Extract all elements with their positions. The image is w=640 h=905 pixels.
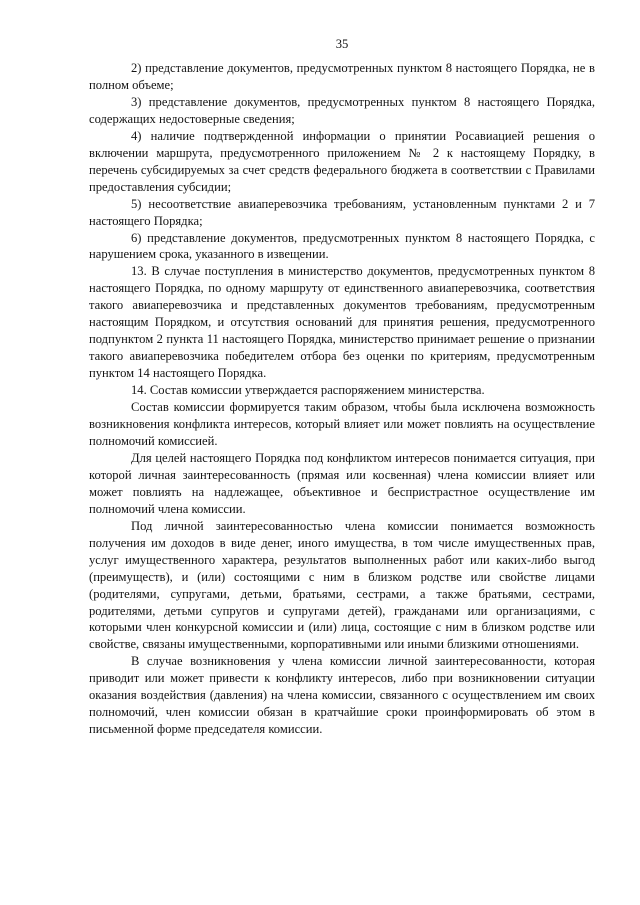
paragraph-notification-duty: В случае возникновения у члена комиссии личной заинтересованности, которая приводит или может привести к конфликту интересов, либо при возникновении ситуации оказания воздействия (давления) на члена комиссии, связанного с осуществлением им своих полномочий, член комиссии обязан в кратчайшие сроки проинформировать об этом в письменной форме председателя комиссии.: [89, 654, 595, 737]
paragraph-personal-interest-definition: Под личной заинтересованностью члена комиссии понимается возможность получения им доходов в виде денег, иного имущества, в том числе имущественных прав, услуг имущественного характера, результатов выполненных работ или каких-либо выгод (преимуществ), и (или) состоящими с ним в близком родстве или свойстве лицами (родителями, супругами, детьми, братьями, сестрами, а также братьями, сестрами, родителями, детьми супругов и супругами детей), гражданами или организациями, с которыми член конкурсной комиссии и (или) лица, состоящие с ним в близком родстве или свойстве, связаны имущественными, корпоративными или иными близкими отношениями.: [89, 518, 595, 652]
list-item-6-deadline-violation: 6) представление документов, предусмотренных пунктом 8 настоящего Порядка, с нарушением срока, указанного в извещении.: [89, 230, 595, 262]
list-item-2-incomplete-documents: 2) представление документов, предусмотренных пунктом 8 настоящего Порядка, не в полном объеме;: [89, 61, 595, 92]
page-number: 35: [335, 37, 349, 51]
section-13-single-carrier: 13. В случае поступления в министерство документов, предусмотренных пунктом 8 настоящего Порядка, по одному маршруту от единственного авиаперевозчика, соответствия такого авиаперевозчика и представленных документов требованиям, предусмотренным настоящим Порядком, и отсутствия оснований для принятия решения, предусмотренного подпунктом 2 пункта 11 настоящего Порядка, министерство принимает решение о признании такого авиаперевозчика победителем отбора без оценки по критериям, предусмотренным пунктом 14 настоящего Порядка.: [89, 264, 595, 381]
list-item-4-rosaviatsia-decision: 4) наличие подтвержденной информации о принятии Росавиацией решения о включении маршрута, предусмотренного приложением № 2 к настоящему Порядку, в перечень субсидируемых за счет средств федерального бюджета в соответствии с Правилами предоставления субсидии;: [89, 128, 595, 194]
list-item-5-carrier-noncompliance: 5) несоответствие авиаперевозчика требованиям, установленным пунктами 2 и 7 настоящего Порядка;: [89, 196, 595, 228]
paragraph-conflict-definition: Для целей настоящего Порядка под конфликтом интересов понимается ситуация, при которой личная заинтересованность (прямая или косвенная) члена комиссии влияет или может повлиять на надлежащее, объективное и беспристрастное осуществление им полномочий члена комиссии.: [89, 450, 595, 516]
document-body: [89, 60, 595, 738]
list-item-3-false-information: 3) представление документов, предусмотренных пунктом 8 настоящего Порядка, содержащих недостоверные сведения;: [89, 94, 595, 126]
paragraph-conflict-exclusion: Состав комиссии формируется таким образом, чтобы была исключена возможность возникновения конфликта интересов, который влияет или может повлиять на осуществление полномочий комиссией.: [89, 400, 595, 448]
section-14-commission-composition: 14. Состав комиссии утверждается распоряжением министерства.: [131, 383, 485, 398]
